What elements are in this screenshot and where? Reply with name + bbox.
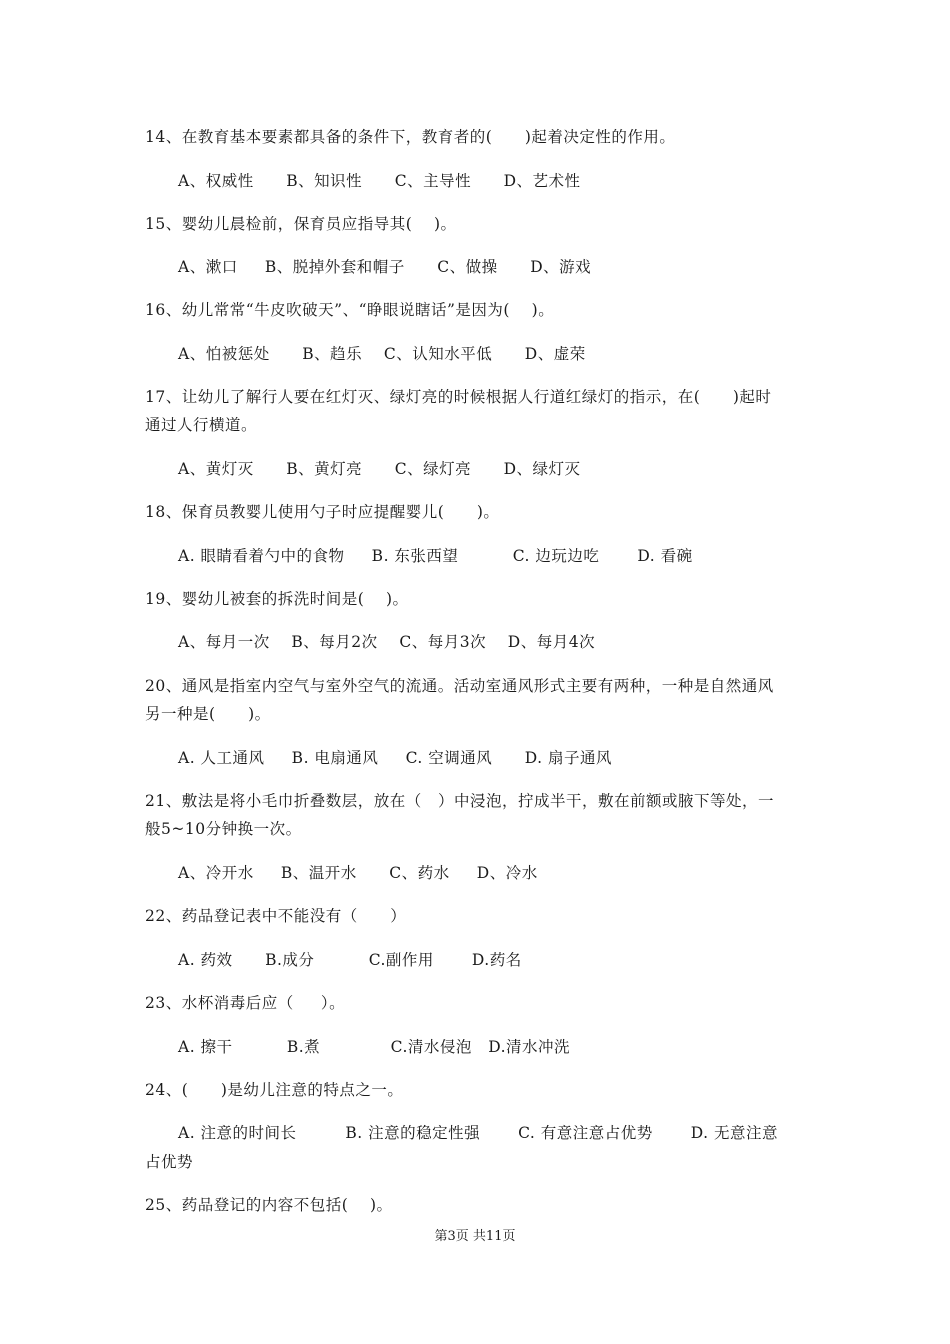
question-22-options: A. 药效 B.成分 C.副作用 D.药名 — [178, 951, 522, 969]
question-23-options: A. 擦干 B.煮 C.清水侵泡 D.清水冲洗 — [178, 1038, 571, 1056]
question-16-options: A、怕被惩处 B、趋乐 C、认知水平低 D、虚荣 — [178, 345, 586, 363]
question-20-text-line1: 20、通风是指室内空气与室外空气的流通。活动室通风形式主要有两种，一种是自然通风 — [145, 677, 774, 695]
question-19-text: 19、婴幼儿被套的拆洗时间是( )。 — [145, 590, 409, 608]
question-17-text-line1: 17、让幼儿了解行人要在红灯灭、绿灯亮的时候根据人行道红绿灯的指示，在( )起时 — [145, 388, 772, 406]
question-21-text-line1: 21、敷法是将小毛巾折叠数层，放在（ ）中浸泡，拧成半干，敷在前额或腋下等处，一 — [145, 792, 775, 810]
question-14-text: 14、在教育基本要素都具备的条件下，教育者的( )起着决定性的作用。 — [145, 128, 676, 146]
question-18-text: 18、保育员教婴儿使用勺子时应提醒婴儿( )。 — [145, 503, 500, 521]
question-21-text-line2: 般5~10分钟换一次。 — [145, 820, 302, 838]
question-24-options-tail: 占优势 — [145, 1153, 194, 1171]
question-20-options: A. 人工通风 B. 电扇通风 C. 空调通风 D. 扇子通风 — [178, 749, 613, 767]
question-17-options: A、黄灯灭 B、黄灯亮 C、绿灯亮 D、绿灯灭 — [178, 460, 581, 478]
question-18-options: A. 眼睛看着勺中的食物 B. 东张西望 C. 边玩边吃 D. 看碗 — [178, 547, 693, 565]
question-20-text-line2: 另一种是( )。 — [145, 705, 271, 723]
question-24-text: 24、( )是幼儿注意的特点之一。 — [145, 1081, 404, 1099]
question-22-text: 22、药品登记表中不能没有（ ） — [145, 907, 407, 925]
question-25-text: 25、药品登记的内容不包括( )。 — [145, 1196, 393, 1214]
question-17-text-line2: 通过人行横道。 — [145, 416, 258, 434]
question-14-options: A、权威性 B、知识性 C、主导性 D、艺术性 — [178, 172, 581, 190]
page-footer: 第3页 共11页 — [434, 1229, 516, 1244]
question-16-text: 16、幼儿常常“牛皮吹破天”、“睁眼说瞎话”是因为( )。 — [145, 301, 555, 319]
question-15-text: 15、婴幼儿晨检前，保育员应指导其( )。 — [145, 215, 457, 233]
question-24-options: A. 注意的时间长 B. 注意的稳定性强 C. 有意注意占优势 D. 无意注意 — [178, 1124, 779, 1142]
question-19-options: A、每月一次 B、每月2次 C、每月3次 D、每月4次 — [178, 633, 596, 651]
question-21-options: A、冷开水 B、温开水 C、药水 D、冷水 — [178, 864, 538, 882]
question-15-options: A、漱口 B、脱掉外套和帽子 C、做操 D、游戏 — [178, 258, 592, 276]
question-23-text: 23、水杯消毒后应（ ）。 — [145, 994, 346, 1012]
